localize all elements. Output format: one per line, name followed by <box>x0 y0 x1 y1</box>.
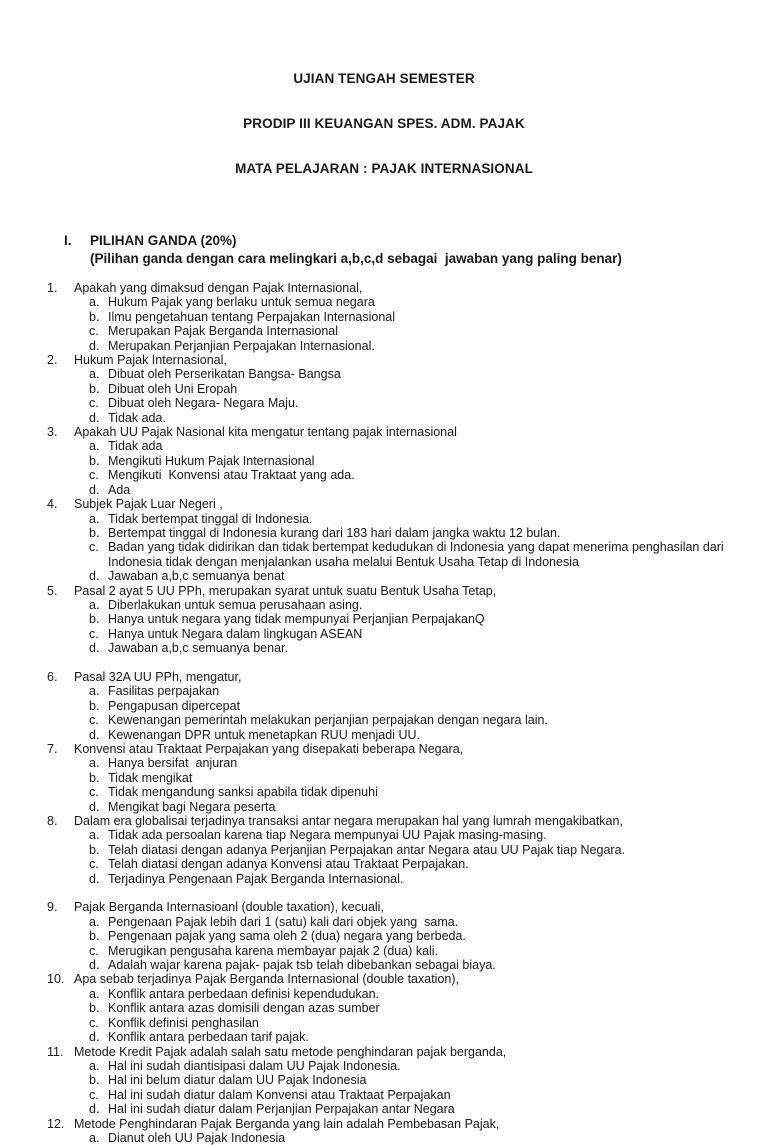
question-row <box>47 742 724 756</box>
option-text: Terjadinya Pengenaan Pajak Berganda Internasional. <box>108 871 404 886</box>
option-text: Tidak bertempat tinggal di Indonesia. <box>108 511 313 526</box>
question-text: Apakah UU Pajak Nasional kita mengatur tentang pajak internasional <box>74 425 457 440</box>
question-item <box>47 972 724 1044</box>
option-row <box>89 1073 724 1087</box>
option-text: Tidak ada. <box>108 410 166 425</box>
option-row <box>89 843 724 857</box>
option-text: Mengikuti Hukum Pajak Internasional <box>108 453 315 468</box>
option-row <box>89 1131 724 1145</box>
option-text: Konflik antara azas domisili dengan azas sumber <box>108 1001 380 1016</box>
question-number: 4. <box>47 497 58 512</box>
question-number: 6. <box>47 669 58 684</box>
option-row <box>89 872 724 886</box>
option-letter: d. <box>89 641 100 656</box>
option-row <box>89 339 724 353</box>
option-letter: c. <box>89 785 99 800</box>
option-letter: c. <box>89 324 99 339</box>
option-letter: d. <box>89 799 100 814</box>
option-text: Hanya untuk Negara dalam lingkugan ASEAN <box>108 626 363 641</box>
question-item <box>47 1117 724 1145</box>
option-row <box>89 857 724 871</box>
option-row <box>89 310 724 324</box>
option-letter: d. <box>89 338 100 353</box>
header-line-subject: MATA PELAJARAN : PAJAK INTERNASIONAL <box>235 161 533 176</box>
option-letter: c. <box>89 713 99 728</box>
option-letter: c. <box>89 857 99 872</box>
option-letter: b. <box>89 770 100 785</box>
question-text: Metode Penghindaran Pajak Berganda yang lain adalah Pembebasan Pajak, <box>74 1116 500 1131</box>
option-text: Dibuat oleh Perserikatan Bangsa- Bangsa <box>108 367 341 382</box>
option-row <box>89 612 724 626</box>
option-text: Dianut oleh UU Pajak Indonesia <box>108 1130 286 1145</box>
question-row <box>47 814 724 828</box>
option-row <box>89 324 724 338</box>
question-row <box>47 900 724 914</box>
option-row <box>89 1102 724 1116</box>
header-line-program: PRODIP III KEUANGAN SPES. ADM. PAJAK <box>243 116 525 131</box>
option-text: Dibuat oleh Uni Eropah <box>108 381 238 396</box>
option-letter: a. <box>89 684 100 699</box>
option-letter: d. <box>89 727 100 742</box>
option-row <box>89 987 724 1001</box>
option-row <box>89 540 728 569</box>
option-row <box>89 382 724 396</box>
option-letter: a. <box>89 367 100 382</box>
option-text: Kewenangan pemerintah melakukan perjanjian perpajakan dengan negara lain. <box>108 713 548 728</box>
option-row <box>89 713 724 727</box>
option-letter: c. <box>89 626 99 641</box>
option-letter: b. <box>89 1001 100 1016</box>
option-letter: a. <box>89 511 100 526</box>
option-row <box>89 627 724 641</box>
question-text: Apakah yang dimaksud dengan Pajak Internasional, <box>74 281 363 295</box>
option-row <box>89 915 724 929</box>
question-number: 11. <box>47 1044 64 1059</box>
document-header <box>0 0 768 206</box>
section-heading <box>0 232 768 268</box>
question-text: Dalam era globalisai terjadinya transaksi antar negara merupakan hal yang lumrah mengakibatkan, <box>74 814 623 829</box>
option-row <box>89 800 724 814</box>
question-number: 10. <box>47 972 65 987</box>
question-number: 8. <box>47 814 58 829</box>
option-text: Mengikat bagi Negara peserta <box>108 799 276 814</box>
option-text: Adalah wajar karena pajak- pajak tsb telah dibebankan sebagai biaya. <box>108 958 496 973</box>
option-text: Jawaban a,b,c semuanya benar. <box>108 641 288 656</box>
question-item <box>47 670 724 742</box>
option-letter: a. <box>89 295 100 310</box>
header-line-exam-title: UJIAN TENGAH SEMESTER <box>293 71 475 86</box>
section-heading-body <box>90 232 728 268</box>
option-text: Ilmu pengetahuan tentang Perpajakan Internasional <box>108 309 396 324</box>
option-letter: c. <box>89 468 99 483</box>
option-row <box>89 512 724 526</box>
option-row <box>89 1030 724 1044</box>
question-item <box>47 425 724 497</box>
question-text: Pajak Berganda Internasioanl (double taxation), kecuali, <box>74 900 384 915</box>
option-row <box>89 929 724 943</box>
option-letter: b. <box>89 453 100 468</box>
option-row <box>89 944 724 958</box>
question-item <box>47 497 728 584</box>
section-numeral: I. <box>64 233 72 248</box>
question-row <box>47 353 724 367</box>
option-text: Hal ini sudah diatur dalam Konvensi atau Traktaat Perpajakan <box>108 1087 451 1102</box>
question-item <box>47 281 724 353</box>
option-text: Bertempat tinggal di Indonesia kurang dari 183 hari dalam jangka waktu 12 bulan. <box>108 525 561 540</box>
option-row <box>89 439 724 453</box>
question-row <box>47 1045 724 1059</box>
option-letter: c. <box>89 396 99 411</box>
question-item <box>47 353 724 425</box>
question-number: 1. <box>47 281 58 295</box>
section-title: PILIHAN GANDA (20%) <box>90 233 237 248</box>
option-row <box>89 756 724 770</box>
question-row <box>47 497 724 511</box>
option-text: Kewenangan DPR untuk menetapkan RUU menjadi UU. <box>108 727 420 742</box>
option-letter: d. <box>89 569 100 584</box>
question-row <box>47 584 724 598</box>
option-text: Mengikuti Konvensi atau Traktaat yang ada. <box>108 468 355 483</box>
option-letter: a. <box>89 914 100 929</box>
option-text: Badan yang tidak didirikan dan tidak bertempat kedudukan di Indonesia yang dapat menerima penghasilan dari Indonesia tidak dengan menjalankan usaha melalui Bentuk Usaha Tetap di Indonesia <box>108 540 728 569</box>
option-row <box>89 641 724 655</box>
option-text: Telah diatasi dengan adanya Konvensi atau Traktaat Perpajakan. <box>108 857 469 872</box>
option-text: Tidak ada <box>108 439 163 454</box>
question-list <box>0 281 768 1145</box>
option-text: Jawaban a,b,c semuanya benat <box>108 569 285 584</box>
option-letter: a. <box>89 1058 100 1073</box>
option-row <box>89 958 724 972</box>
option-text: Merupakan Perjanjian Perpajakan Internasional. <box>108 338 375 353</box>
option-text: Diberlakukan untuk semua perusahaan asing. <box>108 597 363 612</box>
question-item <box>47 742 724 814</box>
question-text: Pasal 2 ayat 5 UU PPh, merupakan syarat untuk suatu Bentuk Usaha Tetap, <box>74 583 497 598</box>
option-letter: c. <box>89 540 99 555</box>
question-item <box>47 1045 724 1117</box>
option-row <box>89 1059 724 1073</box>
option-letter: a. <box>89 597 100 612</box>
option-row <box>89 699 724 713</box>
option-letter: c. <box>89 943 99 958</box>
question-text: Hukum Pajak Internasional, <box>74 353 227 368</box>
question-text: Konvensi atau Traktaat Perpajakan yang disepakati beberapa Negara, <box>74 741 464 756</box>
option-letter: d. <box>89 1102 100 1117</box>
option-text: Tidak ada persoalan karena tiap Negara mempunyai UU Pajak masing-masing. <box>108 828 547 843</box>
option-letter: d. <box>89 871 100 886</box>
question-row <box>47 281 724 295</box>
option-text: Konflik antara perbedaan tarif pajak. <box>108 1030 309 1045</box>
option-letter: d. <box>89 1030 100 1045</box>
option-letter: b. <box>89 612 100 627</box>
question-row <box>47 1117 724 1131</box>
question-text: Subjek Pajak Luar Negeri , <box>74 497 223 512</box>
option-letter: a. <box>89 439 100 454</box>
option-text: Hukum Pajak yang berlaku untuk semua negara <box>108 295 375 310</box>
option-row <box>89 598 724 612</box>
option-row <box>89 785 724 799</box>
option-row <box>89 468 724 482</box>
option-text: Pengapusan dipercepat <box>108 698 241 713</box>
question-row <box>47 670 724 684</box>
option-text: Pengenaan Pajak lebih dari 1 (satu) kali dari objek yang sama. <box>108 914 459 929</box>
question-number: 2. <box>47 353 58 368</box>
option-letter: a. <box>89 1130 100 1145</box>
option-text: Pengenaan pajak yang sama oleh 2 (dua) negara yang berbeda. <box>108 929 466 944</box>
option-row <box>89 828 724 842</box>
question-item <box>47 900 724 972</box>
option-letter: b. <box>89 698 100 713</box>
section-subtitle: (Pilihan ganda dengan cara melingkari a,b,c,d sebagai jawaban yang paling benar) <box>90 251 622 266</box>
option-text: Telah diatasi dengan adanya Perjanjian Perpajakan antar Negara atau UU Pajak tiap Negara. <box>108 842 626 857</box>
option-letter: b. <box>89 525 100 540</box>
option-text: Tidak mengandung sanksi apabila tidak dipenuhi <box>108 785 378 800</box>
option-text: Merugikan pengusaha karena membayar pajak 2 (dua) kali. <box>108 943 439 958</box>
option-row <box>89 1016 724 1030</box>
option-text: Dibuat oleh Negara- Negara Maju. <box>108 396 299 411</box>
option-row <box>89 1001 724 1015</box>
option-text: Hanya untuk negara yang tidak mempunyai Perjanjian PerpajakanQ <box>108 612 485 627</box>
question-number: 7. <box>47 741 58 756</box>
option-row <box>89 569 724 583</box>
option-letter: d. <box>89 958 100 973</box>
option-row <box>89 411 724 425</box>
option-letter: c. <box>89 1087 99 1102</box>
question-number: 12. <box>47 1116 65 1131</box>
option-row <box>89 483 724 497</box>
option-letter: d. <box>89 482 100 497</box>
option-text: Hal ini sudah diatur dalam Perjanjian Perpajakan antar Negara <box>108 1102 455 1117</box>
option-row <box>89 771 724 785</box>
option-letter: d. <box>89 410 100 425</box>
option-text: Tidak mengikat <box>108 770 193 785</box>
question-number: 3. <box>47 425 58 440</box>
option-text: Konflik antara perbedaan definisi kependudukan. <box>108 986 380 1001</box>
option-text: Ada <box>108 482 131 497</box>
option-letter: a. <box>89 756 100 771</box>
question-row <box>47 425 724 439</box>
option-row <box>89 295 724 309</box>
option-letter: b. <box>89 842 100 857</box>
option-text: Fasilitas perpajakan <box>108 684 220 699</box>
question-number: 9. <box>47 900 58 915</box>
option-letter: b. <box>89 381 100 396</box>
option-letter: a. <box>89 828 100 843</box>
option-row <box>89 454 724 468</box>
question-item <box>47 814 724 886</box>
option-letter: b. <box>89 1073 100 1088</box>
question-text: Metode Kredit Pajak adalah salah satu metode penghindaran pajak berganda, <box>74 1044 507 1059</box>
option-text: Hal ini belum diatur dalam UU Pajak Indonesia <box>108 1073 367 1088</box>
question-item <box>47 584 724 656</box>
option-letter: c. <box>89 1015 99 1030</box>
option-text: Konflik definisi penghasilan <box>108 1015 259 1030</box>
question-text: Apa sebab terjadinya Pajak Berganda Internasional (double taxation), <box>74 972 459 987</box>
question-text: Pasal 32A UU PPh, mengatur, <box>74 669 242 684</box>
option-row <box>89 367 724 381</box>
option-letter: b. <box>89 309 100 324</box>
option-text: Hanya bersifat anjuran <box>108 756 238 771</box>
option-letter: b. <box>89 929 100 944</box>
option-text: Merupakan Pajak Berganda Internasional <box>108 324 339 339</box>
option-row <box>89 526 724 540</box>
question-number: 5. <box>47 583 58 598</box>
option-row <box>89 396 724 410</box>
option-row <box>89 728 724 742</box>
option-text: Hal ini sudah diantisipasi dalam UU Pajak Indonesia. <box>108 1058 401 1073</box>
question-row <box>47 972 724 986</box>
option-row <box>89 1088 724 1102</box>
option-row <box>89 684 724 698</box>
option-letter: a. <box>89 986 100 1001</box>
